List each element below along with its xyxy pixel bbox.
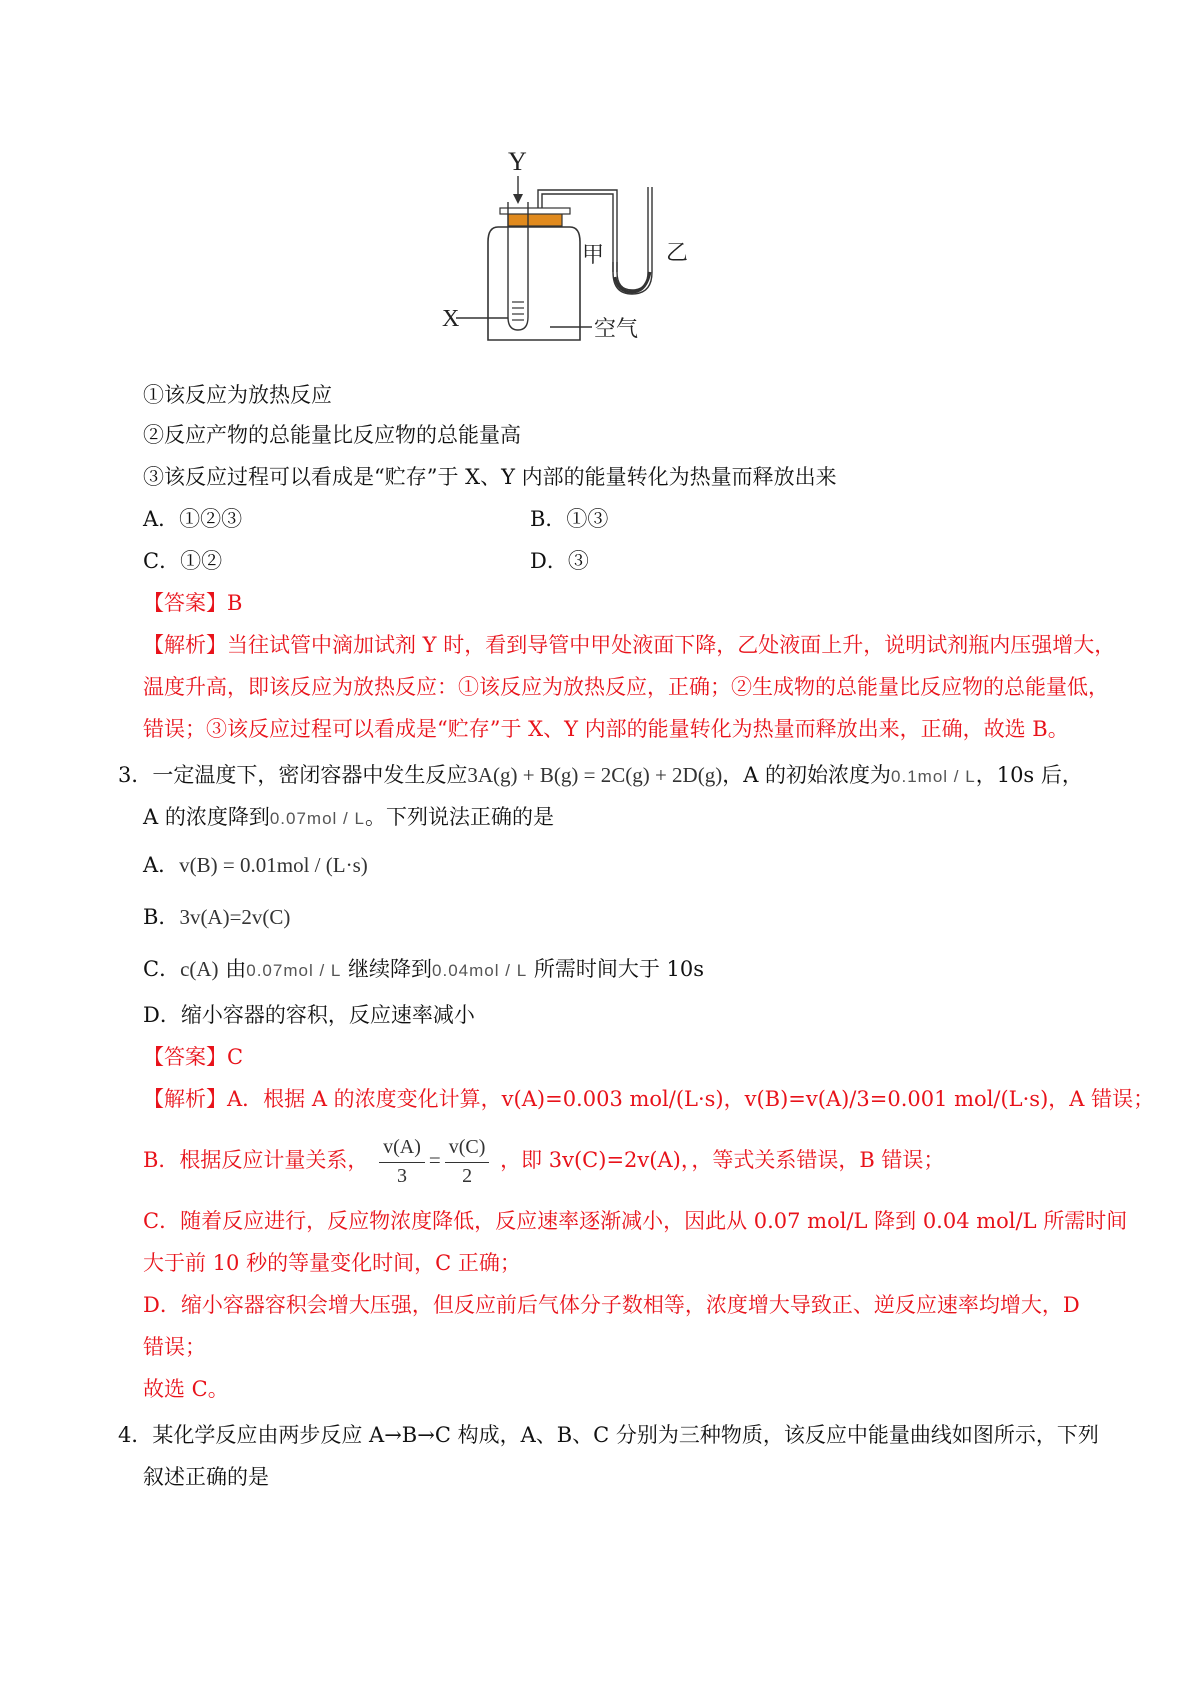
statement-3: ③该反应过程可以看成是“贮存”于 X、Y 内部的能量转化为热量而释放出来	[143, 465, 837, 489]
stem-text: ，10s 后，	[975, 763, 1083, 787]
option-text: 继续降到	[348, 957, 433, 981]
analysis-text: A．根据 A 的浓度变化计算，v(A)=0.003 mol/(L·s)，v(B)=v(A)/3=0.001 mol/(L·s)，A 错误；	[227, 1087, 1155, 1111]
q2-option-d: D．③	[530, 549, 589, 573]
option-math: v(B) = 0.01mol / (L·s)	[179, 853, 368, 877]
analysis-tag: 【解析】	[143, 633, 227, 657]
label-Y: Y	[508, 147, 527, 176]
q3-option-a	[143, 850, 368, 880]
q3-answer	[143, 1042, 243, 1072]
label-air: 空气	[594, 317, 639, 342]
q3-analysis-c-1: C．随着反应进行，反应物浓度降低，反应速率逐渐减小，因此从 0.07 mol/L 降到 0.04 mol/L 所需时间	[143, 1209, 1128, 1233]
option-label: C．	[143, 957, 181, 981]
q3-analysis-b	[143, 1130, 944, 1190]
q2-answer	[143, 588, 242, 618]
arrow-down-icon	[513, 194, 523, 204]
answer-value: C	[227, 1045, 244, 1069]
q3-analysis-d-2: 错误；	[143, 1335, 206, 1359]
analysis-tag: 【解析】	[143, 1087, 227, 1111]
option-label: A．	[143, 853, 180, 877]
question-number: 3．	[118, 763, 153, 787]
q3-conclusion: 故选 C。	[143, 1377, 229, 1401]
label-yi: 乙	[666, 241, 689, 266]
option-text: 所需时间大于 10s	[533, 957, 705, 981]
q2-option-b: B．①③	[530, 507, 609, 531]
u-tube-outer	[613, 187, 652, 294]
u-tube-liquid	[615, 272, 650, 292]
q2-option-a: A．①②③	[143, 507, 243, 531]
q3-option-b	[143, 902, 290, 932]
q3-option-c	[143, 954, 704, 986]
q2-option-c: C．①②	[143, 549, 223, 573]
stopper-rim	[500, 208, 570, 214]
q3-stem-line-2	[143, 802, 554, 834]
stem-text: A 的浓度降到	[143, 805, 270, 829]
q3-stem-line-1	[118, 760, 1083, 792]
option-text: 由	[225, 957, 247, 981]
analysis-text: 当往试管中滴加试剂 Y 时，看到导管中甲处液面下降，乙处液面上升，说明试剂瓶内压强增大，	[227, 633, 1116, 657]
analysis-text: B．根据反应计量关系，	[143, 1148, 369, 1172]
stem-text: 某化学反应由两步反应 A→B→C 构成，A、B、C 分别为三种物质，该反应中能量曲线如图所示，下列	[152, 1423, 1099, 1447]
q3-option-d: D．缩小容器的容积，反应速率减小	[143, 1003, 475, 1027]
answer-tag: 【答案】	[143, 1045, 227, 1069]
stem-text: ，A 的初始浓度为	[722, 763, 892, 787]
answer-value: B	[227, 591, 243, 615]
q4-stem-line-1	[118, 1420, 1099, 1450]
apparatus-diagram	[442, 142, 770, 377]
concentration-to: 0.04mol / L	[432, 961, 528, 980]
statement-1: ①该反应为放热反应	[143, 383, 332, 407]
u-tube-inner	[617, 187, 648, 290]
fraction-va-over-3: $\frac{v(A)}{3}$	[379, 1134, 425, 1189]
apparatus-figure	[442, 142, 770, 377]
equals-sign: =	[428, 1148, 441, 1172]
answer-tag: 【答案】	[143, 591, 227, 615]
tube-liquid	[512, 302, 524, 320]
stem-text: 。下列说法正确的是	[364, 805, 554, 829]
question-number: 4．	[118, 1423, 153, 1447]
q4-stem-line-2: 叙述正确的是	[143, 1465, 269, 1489]
q2-analysis-line-2: 温度升高，即该反应为放热反应：①该反应为放热反应，正确；②生成物的总能量比反应物的总能量低，	[143, 675, 1109, 699]
q3-analysis-d-1: D．缩小容器容积会增大压强，但反应前后气体分子数相等，浓度增大导致正、逆反应速率均增大，D	[143, 1293, 1080, 1317]
analysis-text: ，即 3v(C)=2v(A)，，等式关系错误，B 错误；	[500, 1148, 945, 1172]
fraction-vc-over-2: $\frac{v(C)}{2}$	[445, 1134, 490, 1189]
label-jia: 甲	[582, 243, 605, 268]
q3-analysis-a	[143, 1084, 1154, 1114]
concentration-10s: 0.07mol / L	[269, 809, 365, 828]
label-X: X	[442, 306, 460, 332]
q2-analysis-line-3: 错误；③该反应过程可以看成是“贮存”于 X、Y 内部的能量转化为热量而释放出来，正确，故选 B。	[143, 717, 1069, 741]
option-math: 3v(A)=2v(C)	[179, 905, 291, 929]
stem-text: 一定温度下，密闭容器中发生反应	[152, 763, 468, 787]
concentration-from: 0.07mol / L	[246, 961, 342, 980]
q2-analysis-line-1	[143, 630, 1115, 660]
option-label: B．	[143, 905, 180, 929]
option-math: c(A)	[180, 957, 219, 981]
bottle-outline	[488, 227, 580, 340]
reaction-equation: 3A(g) + B(g) = 2C(g) + 2D(g)	[467, 763, 723, 787]
initial-concentration: 0.1mol / L	[891, 767, 976, 786]
q3-analysis-c-2: 大于前 10 秒的等量变化时间，C 正确；	[143, 1251, 521, 1275]
statement-2: ②反应产物的总能量比反应物的总能量高	[143, 423, 521, 447]
